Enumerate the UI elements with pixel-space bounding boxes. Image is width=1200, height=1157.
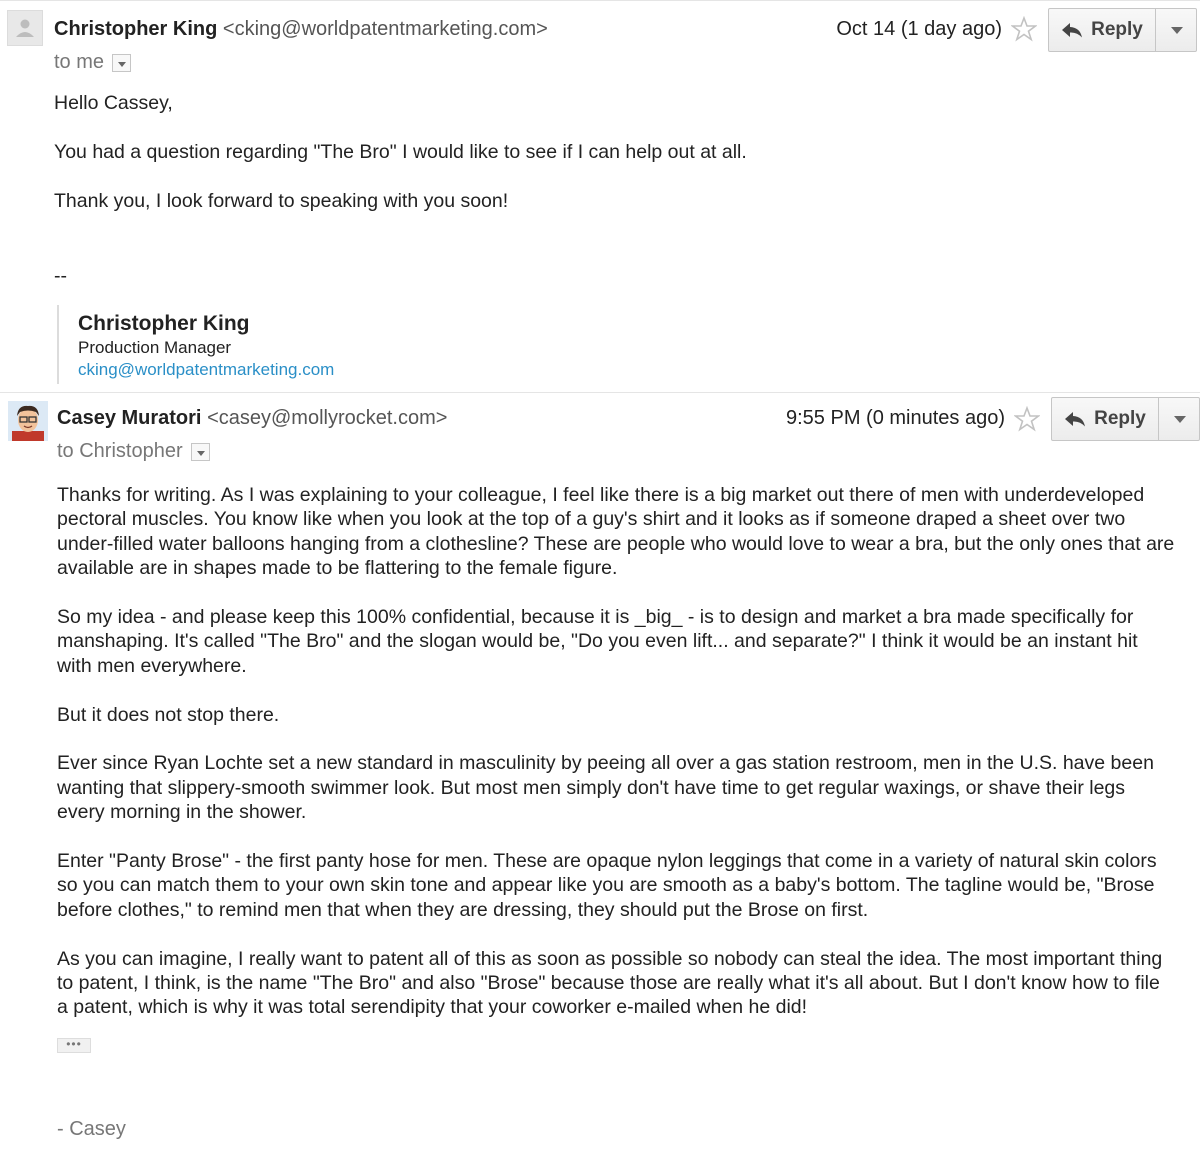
sender-line: [57, 407, 447, 430]
sender-line: [54, 18, 548, 41]
signature-title: Production Manager: [78, 338, 232, 357]
reply-button-group: [1051, 397, 1200, 441]
show-trimmed-content-button[interactable]: •••: [57, 1038, 91, 1053]
reply-arrow-icon: [1064, 410, 1086, 428]
message-date: 9:55 PM (0 minutes ago): [786, 407, 1005, 429]
body-paragraph: Thanks for writing. As I was explaining to your colleague, I feel like there is a big market out there of men with underdeveloped pectoral muscles. You know like when you look at the top of a guy's shirt and it looks as if someone draped a sheet over two under-filled water balloons hanging from a clothesline? These are people who would love to wear a bra, but the only ones that are available are in shapes made to be flattering to the female figure.: [57, 484, 1175, 580]
cartoon-avatar-icon: [8, 401, 48, 441]
body-paragraph: You had a question regarding "The Bro" I would like to see if I can help out at all.: [54, 140, 747, 163]
body-paragraph: So my idea - and please keep this 100% confidential, because it is _big_ - is to design and market a bra made specifically for manshaping. It's called "The Bro" and the slogan would be, "Do you even lift... and separate?" I think it would be an instant hit with men everywhere.: [57, 606, 1138, 677]
sender-email: <casey@mollyrocket.com>: [207, 407, 448, 429]
reply-label: Reply: [1094, 408, 1146, 429]
signature-block: [57, 305, 334, 384]
recipient-text: to me: [54, 51, 105, 73]
body-paragraph: Hello Cassey,: [54, 92, 173, 114]
message-body: [57, 483, 1175, 1044]
more-actions-button[interactable]: [1158, 397, 1200, 441]
recipient-line: [54, 51, 131, 74]
avatar[interactable]: [8, 401, 48, 441]
email-message-christopher: [0, 0, 1200, 392]
recipient-details-dropdown[interactable]: [191, 443, 210, 461]
reply-arrow-icon: [1061, 21, 1083, 39]
signature-email-link[interactable]: cking@worldpatentmarketing.com: [78, 360, 335, 379]
body-paragraph: But it does not stop there.: [57, 703, 280, 726]
closing-signature: - Casey: [57, 1118, 126, 1140]
body-paragraph: Ever since Ryan Lochte set a new standard in masculinity by peeing all over a gas station restroom, men in the U.S. have been wanting that slippery-smooth swimmer look. But most men simply don't have time to get regular waxings, or shave their legs every morning in the shower.: [57, 752, 1154, 824]
body-paragraph: Enter "Panty Brose" - the first panty hose for men. These are opaque nylon leggings that come in a variety of natural skin colors so you can match them to your own skin tone and appear like you are smooth as a baby's bottom. The tagline would be, "Brose before clothes," to remind men that when they are dressing, they should put the Brose on first.: [57, 850, 1157, 921]
sender-name[interactable]: Casey Muratori: [57, 407, 202, 429]
avatar[interactable]: [7, 10, 43, 46]
more-actions-button[interactable]: [1155, 8, 1197, 52]
sender-name[interactable]: Christopher King: [54, 18, 218, 40]
message-date: Oct 14 (1 day ago): [836, 18, 1002, 40]
signature-name: Christopher King: [78, 312, 250, 335]
person-silhouette-icon: [8, 11, 42, 45]
reply-button-group: [1048, 8, 1197, 52]
sender-email: <cking@worldpatentmarketing.com>: [222, 18, 548, 40]
reply-label: Reply: [1091, 19, 1143, 40]
body-paragraph: Thank you, I look forward to speaking with you soon!: [54, 189, 509, 212]
signature-separator: --: [54, 265, 67, 287]
star-icon[interactable]: [1011, 16, 1037, 42]
body-paragraph: As you can imagine, I really want to patent all of this as soon as possible so nobody can steal the idea. The most important thing to patent, I think, is the name "The Bro" and also "Brose" because those are really what it's all about. But I don't know how to file a patent, which is why it was total serendipity that your coworker e-mailed when he did!: [57, 947, 1163, 1019]
recipient-details-dropdown[interactable]: [112, 54, 131, 72]
email-message-casey: [0, 392, 1200, 1157]
recipient-text: to Christopher: [57, 440, 183, 462]
star-icon[interactable]: [1014, 406, 1040, 432]
message-body: [54, 91, 1174, 237]
reply-button[interactable]: [1048, 8, 1156, 52]
recipient-line: [57, 440, 210, 463]
reply-button[interactable]: [1051, 397, 1159, 441]
